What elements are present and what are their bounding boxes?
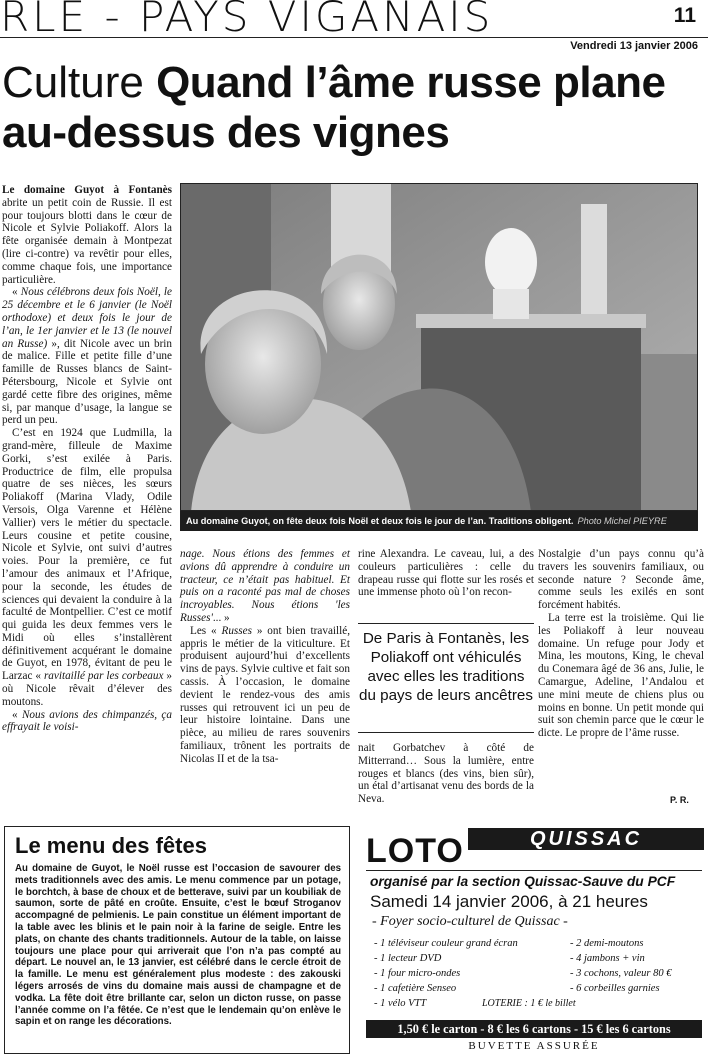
menu-box-body: Au domaine de Guyot, le Noël russe est l’occasion de savourer des mets traditionnels avec des amis. Le menu commence par un potage, le borchtch, à base de choux et de betterave, suivi par un koubiliak de saumon, sorte de pâté en croûte. Ensuite, c’est le bœuf Stroganov accompagné de pelmienis. Le pain constitue un élément important de la table avec les blinis et le pain noir à la farine de seigle. Entre les plats, on chante des chants traditionnels. Autour de la table, on laisse toujours une place pour qui arriverait que l’on n’a pas compté au départ. Le nouvel an, le 13 janvier, est célébré dans le cercle étroit de la famille. Le menu est généralement plus modeste : des zakouski légers arrosés de vins du domaine mais aussi de champagne et de vodka. La fête doit être brillante car, selon un dicton russe, on passe l’année comme on l’a fêtée. Ce n’est que le lendemain qu’on enlève le sapin et on range les décorations. xyxy=(15,863,341,1028)
issue-date: Vendredi 13 janvier 2006 xyxy=(570,40,698,52)
prize-item: - 1 cafetière Senseo xyxy=(374,983,457,994)
loto-lottery: LOTERIE : 1 € le billet xyxy=(482,998,576,1009)
paragraph: « Nous célébrons deux fois Noël, le 25 décembre et le 6 janvier (le Noël orthodoxe) et deux fois le jour de l’an, le 1er janvier et le 13 (le nouvel an Russe) », dit Nicole avec un brin de malice. Fille et petite fille d’une famille de Russes blancs de Saint-Pétersbourg, Nicole et Sylvie ont gardé cette fibre des origines, même si, par manque d’usage, la langue se perd un peu. xyxy=(2,286,172,427)
loto-venue: - Foyer socio-culturel de Quissac - xyxy=(372,914,568,929)
caption-text: Au domaine Guyot, on fête deux fois Noël et deux fois le jour de l’an. Traditions obligent. xyxy=(186,516,574,526)
paragraph: « Nous avions des chimpanzés, ça effrayait le voisi- xyxy=(2,708,172,734)
paragraph: Les « Russes » ont bien travaillé, appris le métier de la viticulture. Et produisent aujourd’hui d’excellents vins de pays. Sylvie cultive et fait son cassis. À l’occasion, le domaine devient le rendez-vous des amis russes qui retrouvent ici un peu de leur histoire lointaine. Dans une pièce, au milieu de rares souvenirs familiaux, trônent les portraits de Nicolas II et de la tsa- xyxy=(180,624,350,765)
paragraph: rine Alexandra. Le caveau, lui, a des couleurs particulières : celle du drapeau russe qui flotte sur les rosés et une immense photo où l’on recon- xyxy=(358,548,534,599)
page-number: 11 xyxy=(673,4,696,27)
author-signature: P. R. xyxy=(670,795,689,805)
article-photo xyxy=(180,183,698,511)
article-column-1 xyxy=(2,184,172,734)
page-masthead xyxy=(0,0,708,41)
article-column-2 xyxy=(180,548,350,766)
prize-item: - 2 demi-moutons xyxy=(570,938,644,949)
paragraph: La terre est la troisième. Qui lie les Poliakoff à leur nouveau domaine. Un refuge pour Jody et Mina, les moutons, King, le cheval du Conemara âgé de 36 ans, Julie, le Camargue, Adeline, l’Andalou et une mini meute de chiens plus ou moins en bonne. Un petit monde qui suit son chemin parce que le cœur le dicte. Le propre de l’âme russe. xyxy=(538,611,704,740)
paragraph: Le domaine Guyot à Fontanès abrite un petit coin de Russie. Il est pour toujours blotti dans le cœur de Nicole et Sylvie Poliakoff. Alors la fête organisée demain à Montpezat (lire ci-contre) va revêtir pour elles, comme chaque fois, une importance particulière. xyxy=(2,184,172,286)
prize-item: - 1 lecteur DVD xyxy=(374,953,442,964)
menu-sidebar-box xyxy=(4,826,350,1054)
photo-credit: Photo Michel PIEYRE xyxy=(577,516,667,526)
article-column-3-bottom xyxy=(358,742,534,806)
photo-two-women-image xyxy=(181,184,698,511)
article-headline xyxy=(2,58,706,158)
pull-quote: De Paris à Fontanès, les Poliakoff ont véhiculés avec elles les traditions du pays de leurs ancêtres xyxy=(358,623,534,733)
photo-caption xyxy=(180,511,698,531)
article-column-4 xyxy=(538,548,704,740)
loto-town: QUISSAC xyxy=(468,828,704,850)
paragraph: Nostalgie d’un pays connu qu’à travers les souvenirs familiaux, ou seconde nature ? Seconde âme, comme seuls les exilés en sont forcément habités. xyxy=(538,548,704,612)
headline-kicker: Culture xyxy=(2,58,144,107)
loto-prizes-right xyxy=(570,936,704,996)
prize-item: - 3 cochons, valeur 80 € xyxy=(570,968,672,979)
prize-item: - 1 four micro-ondes xyxy=(374,968,461,979)
menu-box-title: Le menu des fêtes xyxy=(15,833,207,858)
paragraph: C’est en 1924 que Ludmilla, la grand-mère, filleule de Maxime Gorki, s’est exilée à Paris. Productrice de film, elle propulsa quatre de ses nièces, les sœurs Poliakoff (Marina Vlady, Odile Versois, Olga Varenne et Hélène Vallier) vers le métier du spectacle. Leurs cousine et petite cousine, Nicole et Sylvie, ont suivi d’autres voies. Pour la première, ce fut l’amour des animaux et l’Afrique, pour la seconde, les études de sciences qui devaient la conduire à la faculté de Montpellier. C’est ce motif qui guida les deux femmes vers le Midi où elles s’installèrent définitivement acquérant le domaine de Guyot, en 1978, évitant de peu le Larzac « ravitaillé par les corbeaux » où Nicole rêvait d’élever des moutons. xyxy=(2,427,173,708)
paragraph: nait Gorbatchev à côté de Mitterrand… Sous la lumière, entre rouges et blancs (des vins, bien sûr), un étal d’artisanat venu des bords de la Neva. xyxy=(358,742,534,806)
prize-item: - 1 vélo VTT xyxy=(374,998,427,1009)
paragraph: nage. Nous étions des femmes et avions dû apprendre à conduire un tracteur, ce n’était pas habituel. Et puis on a raconté pas mal de choses incroyables. Nous étions 'les Russes'... » xyxy=(180,548,350,624)
loto-organizer: organisé par la section Quissac-Sauve du PCF xyxy=(370,874,676,889)
prize-item: - 6 corbeilles garnies xyxy=(570,983,660,994)
loto-prices: 1,50 € le carton - 8 € les 6 cartons - 15 € les 6 cartons xyxy=(366,1020,702,1038)
prize-item: - 4 jambons + vin xyxy=(570,953,645,964)
divider xyxy=(366,870,702,871)
loto-bar-note: BUVETTE ASSURÉE xyxy=(468,1040,600,1052)
prize-item: - 1 téléviseur couleur grand écran xyxy=(374,938,518,949)
loto-advertisement xyxy=(360,826,704,1054)
section-name: RLE - PAYS VIGANAIS xyxy=(0,0,494,41)
headline-title: Quand l’âme russe plane au-dessus des vignes xyxy=(2,58,666,157)
loto-date: Samedi 14 janvier 2006, à 21 heures xyxy=(370,892,648,911)
article-column-3-top xyxy=(358,548,534,599)
loto-title: LOTO xyxy=(366,832,464,870)
